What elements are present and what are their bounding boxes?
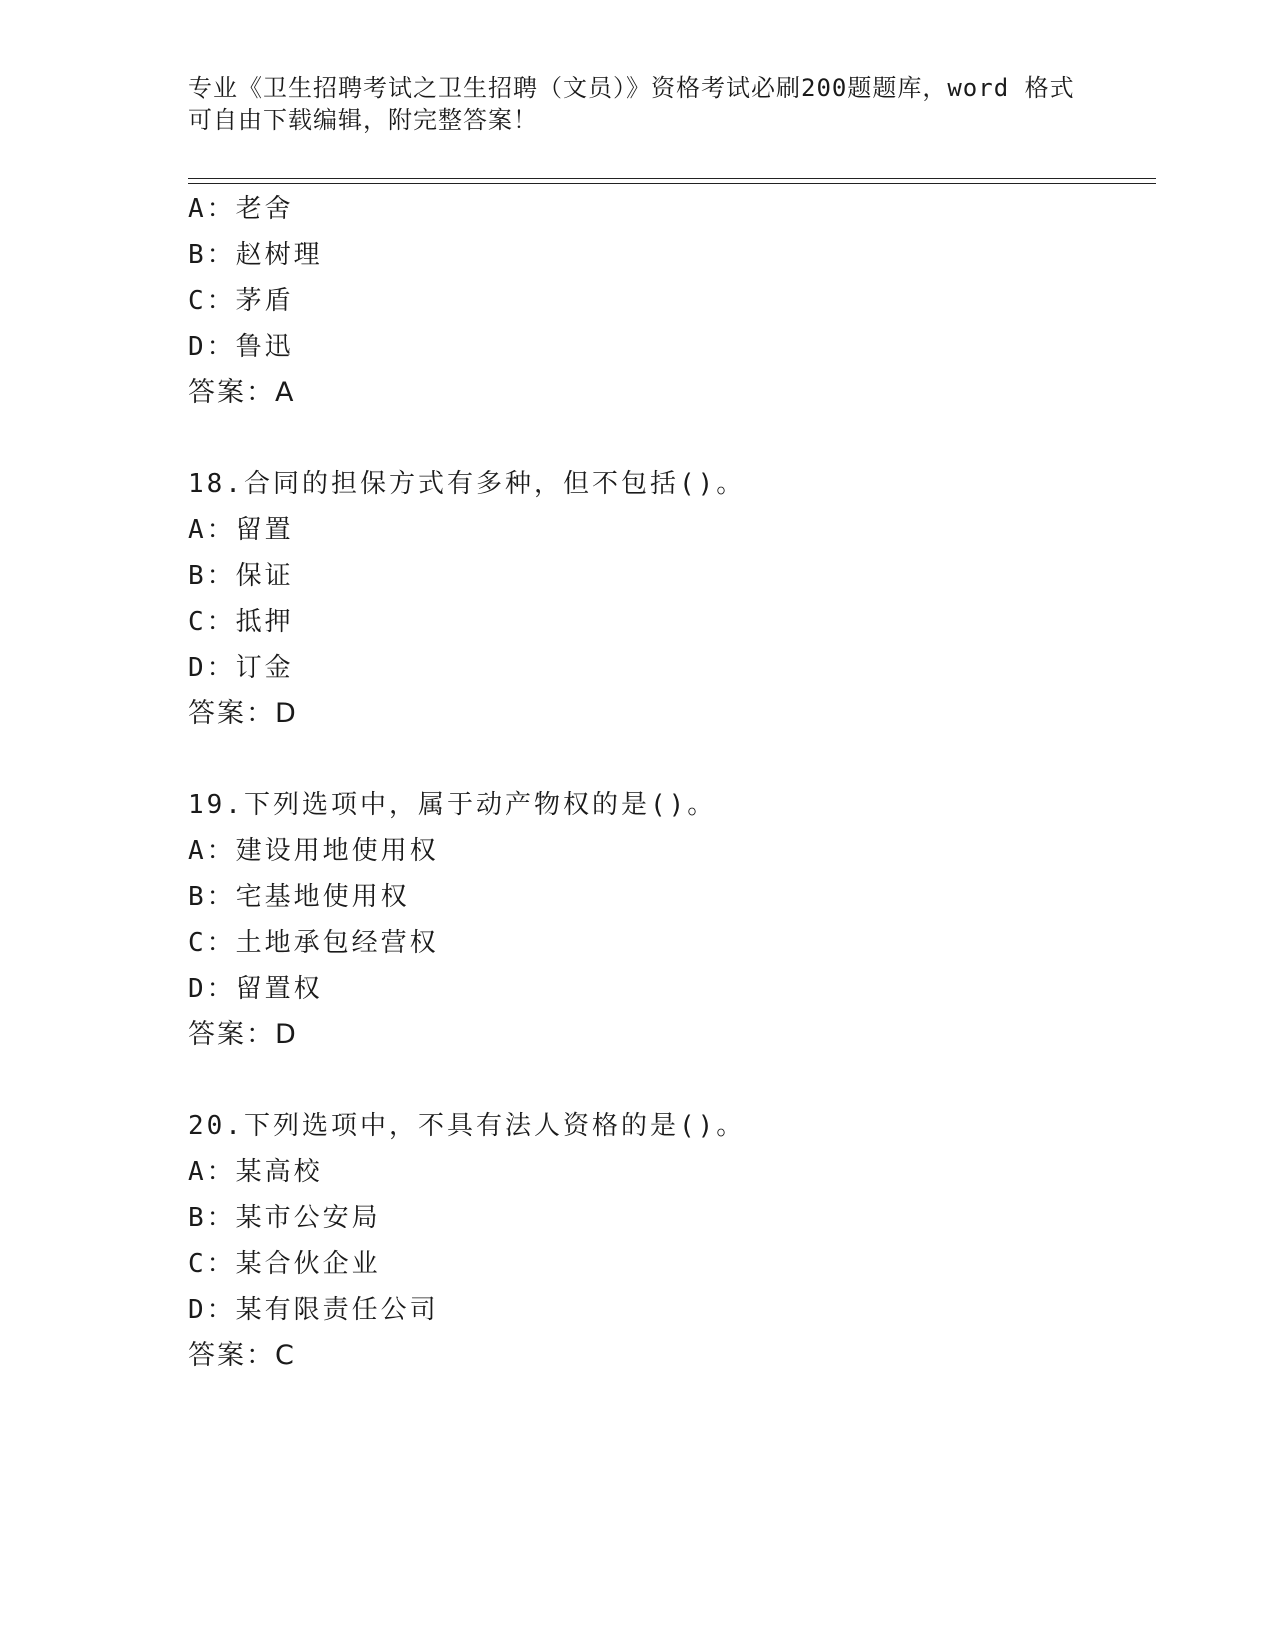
- option-c: C：抵押: [188, 607, 294, 637]
- option-d: D：鲁迅: [188, 332, 294, 362]
- option-b: B：宅基地使用权: [188, 882, 410, 912]
- option-c: C：土地承包经营权: [188, 928, 439, 958]
- option-a: A：留置: [188, 515, 294, 545]
- answer-line: 答案：A: [188, 377, 296, 408]
- question-list: [188, 186, 1156, 1379]
- option-b: B：某市公安局: [188, 1203, 381, 1233]
- header-line-2: 可自由下载编辑，附完整答案！: [188, 106, 538, 134]
- option-c: C：某合伙企业: [188, 1249, 381, 1279]
- spacer: [188, 416, 1156, 461]
- header-divider-top: [188, 178, 1156, 179]
- option-d: D：某有限责任公司: [188, 1295, 439, 1325]
- option-d: D：留置权: [188, 974, 323, 1004]
- question-stem: 18.合同的担保方式有多种，但不包括()。: [188, 469, 746, 499]
- answer-line: 答案：D: [188, 1019, 298, 1050]
- question-19: [188, 782, 1156, 1058]
- question-20: [188, 1103, 1156, 1379]
- answer-line: 答案：C: [188, 1340, 296, 1371]
- option-a: A：建设用地使用权: [188, 836, 439, 866]
- header-divider-bottom: [188, 183, 1156, 184]
- answer-line: 答案：D: [188, 698, 298, 729]
- spacer: [188, 737, 1156, 782]
- question-stem: 20.下列选项中，不具有法人资格的是()。: [188, 1111, 746, 1141]
- question-stem: 19.下列选项中，属于动产物权的是()。: [188, 790, 717, 820]
- option-a: A：某高校: [188, 1157, 323, 1187]
- spacer: [188, 1058, 1156, 1103]
- option-a: A：老舍: [188, 194, 294, 224]
- option-d: D：订金: [188, 653, 294, 683]
- document-header: [188, 72, 1075, 136]
- option-c: C：茅盾: [188, 286, 294, 316]
- option-b: B：赵树理: [188, 240, 323, 270]
- header-line-1: 专业《卫生招聘考试之卫生招聘（文员）》资格考试必刷200题题库，word 格式: [188, 74, 1075, 102]
- question-17: [188, 186, 1156, 416]
- option-b: B：保证: [188, 561, 294, 591]
- question-18: [188, 461, 1156, 737]
